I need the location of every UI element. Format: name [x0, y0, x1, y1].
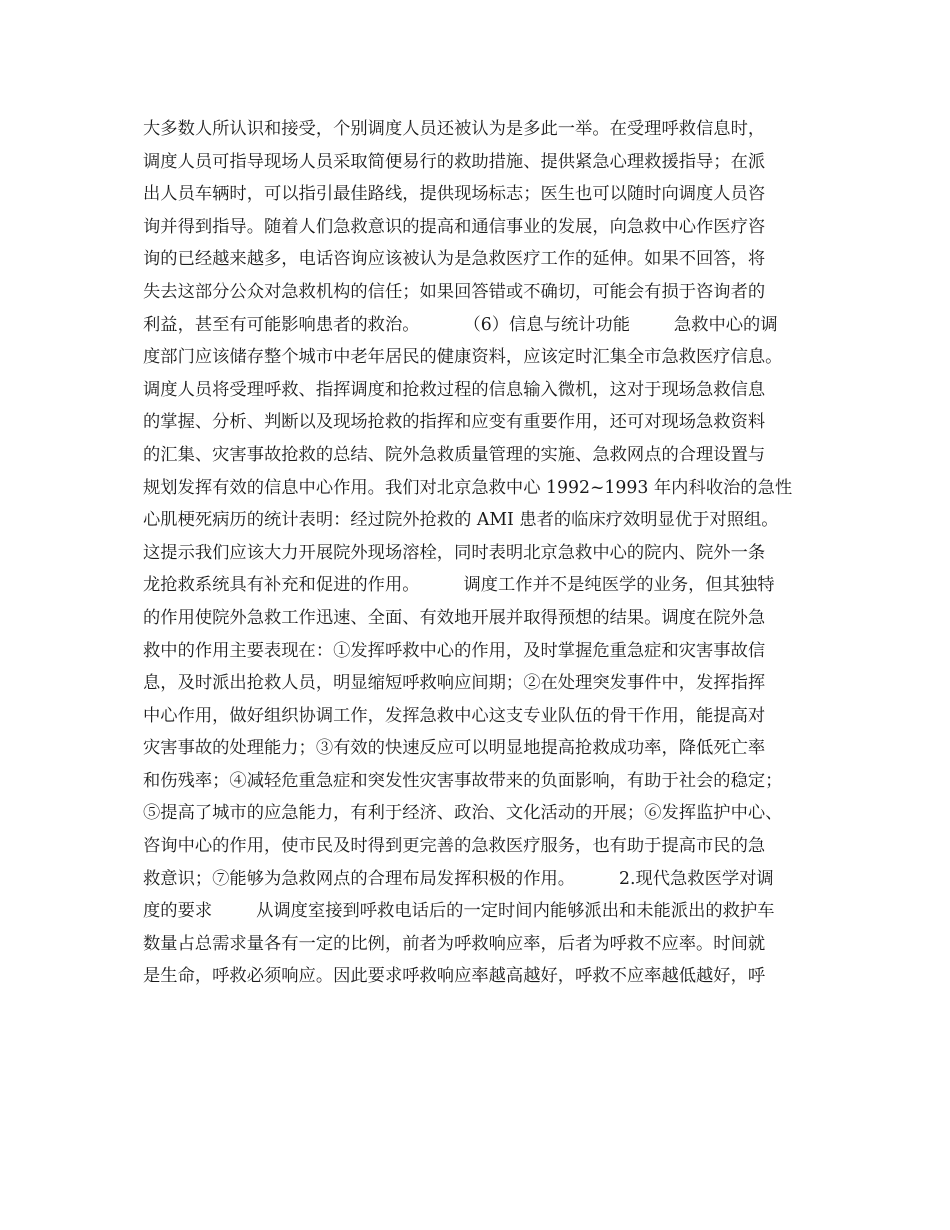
text-line: 出人员车辆时，可以指引最佳路线，提供现场标志；医生也可以随时向调度人员咨	[143, 184, 766, 205]
text-line: 这提示我们应该大力开展院外现场溶栓，同时表明北京急救中心的院内、院外一条	[143, 542, 766, 563]
text-line: 心肌梗死病历的统计表明：经过院外抢救的 AMI 患者的临床疗效明显优于对照组。	[143, 510, 779, 531]
text-line: ⑤提高了城市的应急能力，有利于经济、政治、文化活动的开展；⑥发挥监护中心、	[143, 803, 783, 824]
text-line: 救意识；⑦能够为急救网点的合理布局发挥积极的作用。 2.现代急救医学对调	[143, 868, 774, 889]
text-line: 大多数人所认识和接受，个别调度人员还被认为是多此一举。在受理呼救信息时，	[143, 119, 766, 139]
text-line: 灾害事故的处理能力；③有效的快速反应可以明显地提高抢救成功率，降低死亡率	[143, 738, 766, 759]
text-line: 调度人员将受理呼救、指挥调度和抢救过程的信息输入微机，这对于现场急救信息	[143, 379, 766, 400]
text-line: 是生命，呼救必须响应。因此要求呼救响应率越高越好，呼救不应率越低越好，呼	[143, 966, 766, 987]
text-line: 失去这部分公众对急救机构的信任；如果回答错或不确切，可能会有损于咨询者的	[143, 281, 766, 302]
text-line: 龙抢救系统具有补充和促进的作用。 调度工作并不是纯医学的业务，但其独特	[143, 575, 775, 596]
text-line: 救中的作用主要表现在：①发挥呼救中心的作用，及时掌握危重急症和灾害事故信	[143, 640, 766, 661]
body-text	[143, 113, 833, 993]
text-line: 询并得到指导。随着人们急救意识的提高和通信事业的发展，向急救中心作医疗咨	[143, 216, 766, 237]
text-line: 利益，甚至有可能影响患者的救治。 （6）信息与统计功能 急救中心的调	[143, 314, 778, 335]
text-line: 规划发挥有效的信息中心作用。我们对北京急救中心 1992~1993 年内科收治的急性	[143, 477, 793, 498]
text-line: 的汇集、灾害事故抢救的总结、院外急救质量管理的实施、急救网点的合理设置与	[143, 444, 766, 465]
text-line: 的作用使院外急救工作迅速、全面、有效地开展并取得预想的结果。调度在院外急	[143, 607, 766, 628]
text-line: 数量占总需求量各有一定的比例，前者为呼救响应率，后者为呼救不应率。时间就	[143, 933, 766, 954]
text-line: 的掌握、分析、判断以及现场抢救的指挥和应变有重要作用，还可对现场急救资料	[143, 412, 766, 433]
text-line: 度的要求 从调度室接到呼救电话后的一定时间内能够派出和未能派出的救护车	[143, 901, 775, 922]
text-line: 度部门应该储存整个城市中老年居民的健康资料，应该定时汇集全市急救医疗信息。	[143, 347, 783, 368]
text-line: 询的已经越来越多，电话咨询应该被认为是急救医疗工作的延伸。如果不回答，将	[143, 249, 766, 270]
text-line: 息，及时派出抢救人员，明显缩短呼救响应间期；②在处理突发事件中，发挥指挥	[143, 673, 766, 694]
text-line: 中心作用，做好组织协调工作，发挥急救中心这支专业队伍的骨干作用，能提高对	[143, 705, 766, 726]
text-line: 咨询中心的作用，使市民及时得到更完善的急救医疗服务，也有助于提高市民的急	[143, 836, 766, 857]
text-line: 调度人员可指导现场人员采取简便易行的救助措施、提供紧急心理救援指导；在派	[143, 151, 766, 172]
text-line: 和伤残率；④减轻危重急症和突发性灾害事故带来的负面影响，有助于社会的稳定；	[143, 770, 783, 791]
